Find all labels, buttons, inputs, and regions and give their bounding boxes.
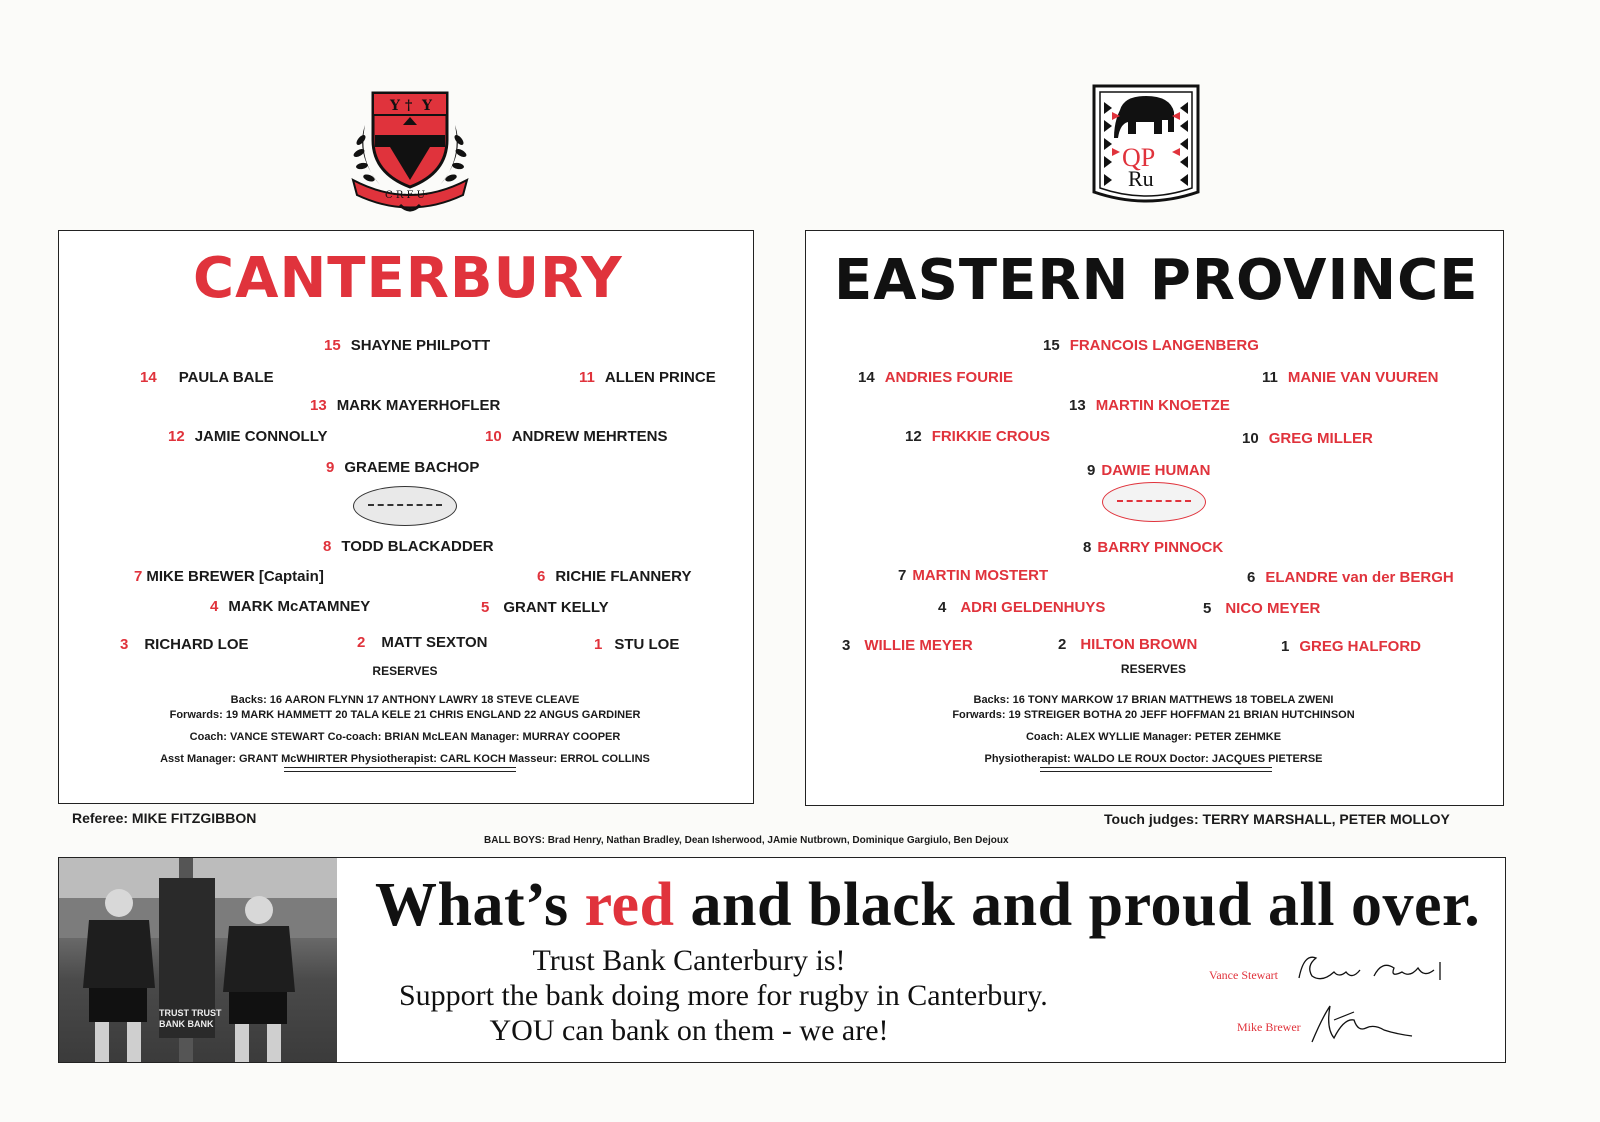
ep-player-8: 8 BARRY PINNOCK — [1083, 539, 1224, 556]
canterbury-coach-line: Coach: VANCE STEWART Co-coach: BRIAN McLEAN Manager: MURRAY COOPER — [189, 731, 621, 743]
player-2: 2 MATT SEXTON — [357, 634, 488, 651]
ep-player-4: 4 ADRI GELDENHUYS — [938, 599, 1106, 616]
ep-reserves-backs: Backs: 16 TONY MARKOW 17 BRIAN MATTHEWS 18 TOBELA ZWENI — [973, 694, 1334, 706]
ep-reserves-label: RESERVES — [1120, 662, 1187, 676]
signature-vance — [1294, 948, 1454, 998]
canterbury-reserves-label: RESERVES — [372, 664, 438, 678]
signature-mike — [1304, 998, 1424, 1053]
headline-red-word: red — [584, 871, 675, 939]
ep-player-9: 9 DAWIE HUMAN — [1087, 462, 1211, 479]
eastern-province-crest-logo — [1090, 82, 1202, 212]
svg-text:QP: QP — [1122, 143, 1156, 172]
svg-text:Y: Y — [422, 98, 432, 114]
player-3: 3 RICHARD LOE — [120, 636, 249, 653]
player-4: 4 MARK McATAMNEY — [210, 598, 371, 615]
ep-player-7: 7 MARTIN MOSTERT — [898, 567, 1049, 584]
canterbury-title: CANTERBURY — [193, 246, 623, 311]
trust-bank-advert — [58, 857, 1506, 1063]
ep-underline — [1040, 767, 1272, 772]
canterbury-staff-line: Asst Manager: GRANT McWHIRTER Physiotherapist: CARL KOCH Masseur: ERROL COLLINS — [160, 753, 650, 765]
ep-player-6: 6 ELANDRE van der BERGH — [1247, 569, 1454, 586]
ep-player-2: 2 HILTON BROWN — [1058, 636, 1198, 653]
ep-coach-line: Coach: ALEX WYLLIE Manager: PETER ZEHMKE — [1025, 731, 1282, 743]
player-8: 8 TODD BLACKADDER — [323, 538, 494, 555]
player-5: 5 GRANT KELLY — [481, 599, 609, 616]
signature-name-vance: Vance Stewart — [1209, 968, 1278, 982]
ep-player-13: 13 MARTIN KNOETZE — [1069, 397, 1230, 414]
ep-player-15: 15 FRANCOIS LANGENBERG — [1043, 337, 1259, 354]
ep-player-14: 14 ANDRIES FOURIE — [858, 369, 1014, 386]
ep-reserves-forwards: Forwards: 19 STREIGER BOTHA 20 JEFF HOFFMAN 21 BRIAN HUTCHINSON — [952, 709, 1355, 721]
ep-player-10: 10 GREG MILLER — [1242, 430, 1373, 447]
canterbury-reserves-forwards: Forwards: 19 MARK HAMMETT 20 TALA KELE 21 CHRIS ENGLAND 22 ANGUS GARDINER — [169, 709, 641, 721]
ep-rugby-ball-icon — [1102, 482, 1206, 522]
ad-line-2: Support the bank doing more for rugby in Canterbury. — [399, 979, 1048, 1012]
player-11: 11 ALLEN PRINCE — [579, 369, 716, 386]
canterbury-crest-logo — [345, 85, 475, 215]
ad-line-1: Trust Bank Canterbury is! — [532, 944, 846, 977]
player-6: 6 RICHIE FLANNERY — [537, 568, 692, 585]
svg-text:†: † — [405, 98, 413, 114]
svg-text:Ru: Ru — [1128, 166, 1154, 191]
eastern-province-title: EASTERN PROVINCE — [834, 248, 1479, 313]
player-9: 9 GRAEME BACHOP — [326, 459, 480, 476]
ad-headline: What’s red and black and proud all over. — [375, 871, 1481, 939]
player-1: 1 STU LOE — [594, 636, 680, 653]
trust-bank-logo: TRUST TRUST BANK BANK — [159, 1008, 222, 1029]
rugby-ball-icon — [353, 486, 457, 526]
touch-judges-line: Touch judges: TERRY MARSHALL, PETER MOLLOY — [1104, 811, 1450, 827]
ep-player-1: 1 GREG HALFORD — [1281, 638, 1422, 655]
player-10: 10 ANDREW MEHRTENS — [485, 428, 668, 445]
ep-player-12: 12 FRIKKIE CROUS — [905, 428, 1051, 445]
player-13: 13 MARK MAYERHOFLER — [310, 397, 501, 414]
referee-line: Referee: MIKE FITZGIBBON — [72, 810, 257, 826]
signature-name-mike: Mike Brewer — [1237, 1020, 1301, 1034]
player-12: 12 JAMIE CONNOLLY — [168, 428, 328, 445]
ep-player-11: 11 MANIE VAN VUUREN — [1262, 369, 1439, 386]
player-14: 14 PAULA BALE — [140, 369, 274, 386]
svg-text:Y: Y — [390, 98, 400, 114]
canterbury-underline — [284, 767, 516, 772]
ep-player-5: 5 NICO MEYER — [1203, 600, 1321, 617]
ad-line-3: YOU can bank on them - we are! — [489, 1014, 889, 1047]
players-photo — [59, 858, 337, 1062]
svg-text:C·R·F·U·: C·R·F·U· — [385, 190, 429, 201]
player-7: 7 MIKE BREWER [Captain] — [134, 568, 324, 585]
ep-staff-line: Physiotherapist: WALDO LE ROUX Doctor: JACQUES PIETERSE — [984, 753, 1323, 765]
canterbury-reserves-backs: Backs: 16 AARON FLYNN 17 ANTHONY LAWRY 18 STEVE CLEAVE — [230, 694, 580, 706]
ball-boys-line: BALL BOYS: Brad Henry, Nathan Bradley, Dean Isherwood, JAmie Nutbrown, Dominique Gargiulo, Ben Dejoux — [484, 835, 1009, 846]
player-15: 15 SHAYNE PHILPOTT — [324, 337, 491, 354]
ep-player-3: 3 WILLIE MEYER — [842, 637, 973, 654]
